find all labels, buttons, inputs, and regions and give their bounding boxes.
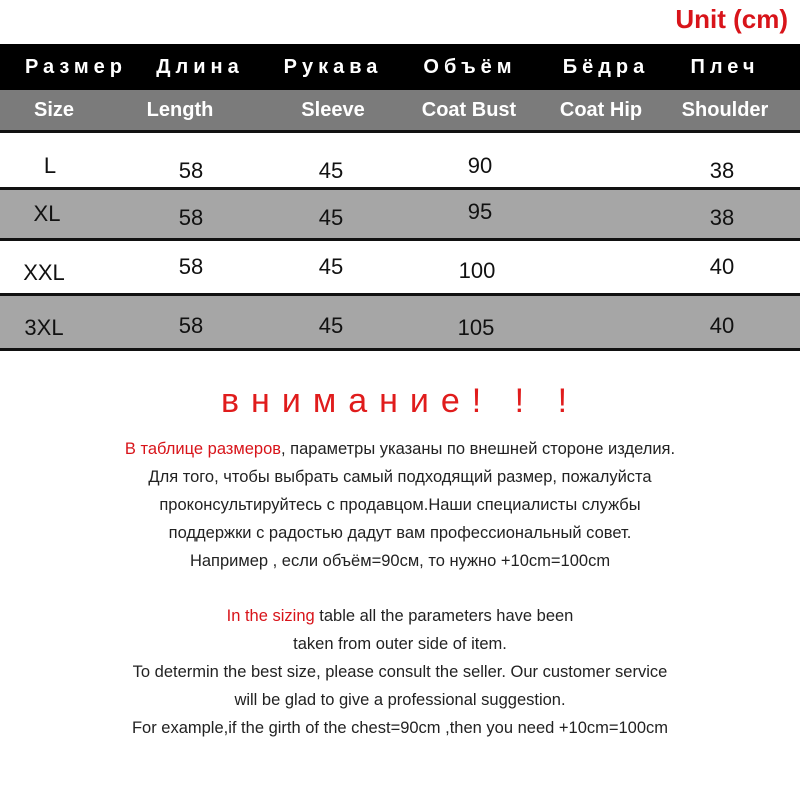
cell-sleeve: 45	[318, 158, 344, 183]
ru-note-highlight: В таблице размеров	[124, 440, 282, 458]
cell-shoulder: 38	[709, 205, 735, 230]
cell-shoulder: 40	[709, 254, 735, 279]
ru-note-line-4: поддержки с радостью дадут вам профессиональный совет.	[168, 524, 632, 542]
header-en-hip: Coat Hip	[559, 98, 643, 121]
en-note-line-4: will be glad to give a professional suggestion.	[234, 691, 566, 709]
table-row	[0, 145, 800, 187]
cell-sleeve: 45	[318, 254, 344, 279]
header-ru-length: Длина	[156, 55, 244, 78]
header-en-sleeve: Sleeve	[301, 98, 365, 121]
cell-size: XL	[33, 201, 61, 226]
en-note-highlight: In the sizing	[226, 607, 315, 625]
header-en-bust: Coat Bust	[421, 98, 517, 121]
cell-shoulder: 40	[709, 313, 735, 338]
cell-sleeve: 45	[318, 313, 344, 338]
cell-size: 3XL	[24, 315, 64, 340]
attention-heading: внимание! ! !	[220, 382, 580, 420]
ru-note-line-5: Например , если объём=90см, то нужно +10cm=100cm	[189, 552, 611, 570]
en-note-line-1-text: table all the parameters have been	[314, 607, 574, 625]
en-note-line-2: taken from outer side of item.	[293, 635, 507, 653]
cell-length: 58	[178, 205, 204, 230]
en-note-line-3: To determin the best size, please consult the seller. Our customer service	[132, 663, 668, 681]
cell-size: L	[43, 153, 57, 178]
ru-note-line-1	[0, 440, 800, 459]
cell-length: 58	[178, 254, 204, 279]
ru-note-line-3: проконсультируйтесь с продавцом.Наши специалисты службы	[159, 496, 641, 514]
header-ru-shoulder: Плеч	[690, 55, 760, 78]
row-divider	[0, 348, 800, 351]
en-note-line-5: For example,if the girth of the chest=90cm ,then you need +10cm=100cm	[131, 719, 669, 737]
table-row	[0, 190, 800, 238]
en-note-line-1	[0, 607, 800, 626]
ru-note-line-2: Для того, чтобы выбрать самый подходящий размер, пожалуйста	[148, 468, 652, 486]
cell-bust: 90	[467, 153, 493, 178]
cell-sleeve: 45	[318, 205, 344, 230]
header-ru-sleeve: Рукава	[283, 55, 383, 78]
row-divider	[0, 130, 800, 133]
cell-shoulder: 38	[709, 158, 735, 183]
header-ru-hip: Бёдра	[562, 55, 650, 78]
header-en-size: Size	[33, 98, 75, 121]
cell-bust: 105	[457, 315, 495, 340]
unit-label: Unit (cm)	[675, 4, 788, 34]
header-ru-size: Размер	[24, 55, 128, 78]
table-row	[0, 296, 800, 348]
header-en-shoulder: Shoulder	[681, 98, 769, 121]
header-english	[0, 90, 800, 130]
cell-length: 58	[178, 313, 204, 338]
ru-note-line-1-text: , параметры указаны по внешней стороне изделия.	[281, 440, 676, 458]
table-row	[0, 241, 800, 293]
cell-size: XXL	[23, 260, 65, 285]
cell-length: 58	[178, 158, 204, 183]
cell-bust: 100	[458, 258, 496, 283]
header-russian	[0, 44, 800, 90]
header-ru-bust: Объём	[423, 55, 517, 78]
cell-bust: 95	[467, 199, 493, 224]
header-en-length: Length	[146, 98, 214, 121]
